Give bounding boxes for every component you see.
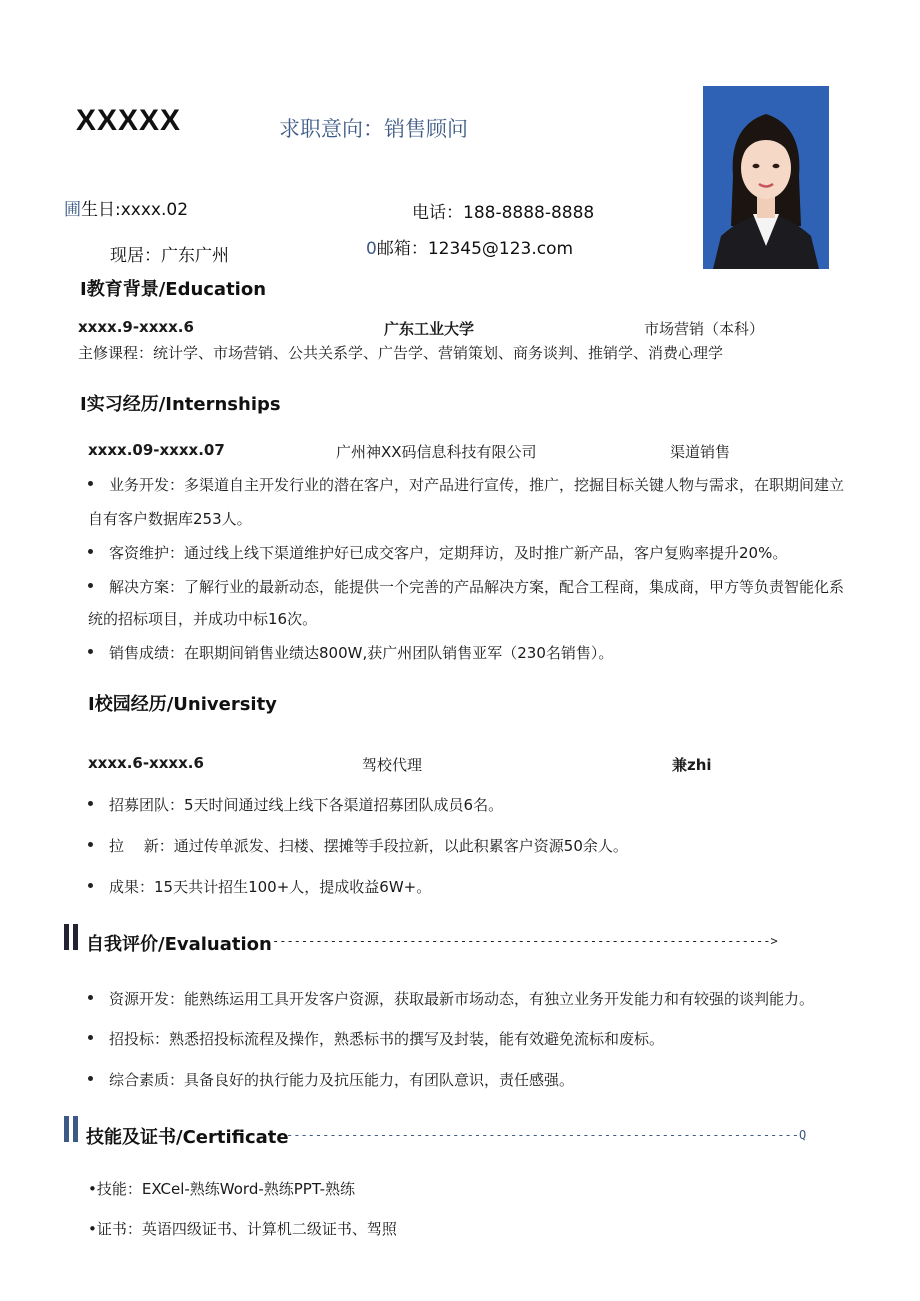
education-period: xxxx.9-xxxx.6 [78,318,194,336]
certificate-line: •证书：英语四级证书、计算机二级证书、驾照 [88,1220,397,1238]
list-item: 销售成绩：在职期间销售业绩达800W,获广州团队销售亚军（230名销售）。 [88,642,613,663]
bullet-icon [88,842,93,847]
education-title: I教育背景/Education [80,279,267,300]
list-item: 招募团队：5天时间通过线上线下各渠道招募团队成员6名。 [88,794,503,815]
list-item: 资源开发：能熟练运用工具开发客户资源，获取最新市场动态，有独立业务开发能力和有较强的谈判能力。 [88,988,814,1009]
candidate-name: XXXXX [76,104,182,137]
list-item-cont: 统的招标项目，并成功中标16次。 [88,610,318,628]
bullet-icon [88,481,93,486]
list-item: 综合素质：具备良好的执行能力及抗压能力，有团队意识，责任感强。 [88,1069,574,1090]
evaluation-title: 自我评价/Evaluation [86,934,272,955]
internship-title: I实习经历/Internships [80,394,281,415]
campus-role: 兼zhi [672,756,712,774]
internship-company: 广州神XX码信息科技有限公司 [336,443,537,461]
email-row [366,234,573,259]
campus-org: 驾校代理 [362,756,423,774]
bullet-icon [88,649,93,654]
list-item: 解决方案：了解行业的最新动态，能提供一个完善的产品解决方案，配合工程商，集成商，甲方等负责智能化系 [88,576,844,597]
birth-row [64,195,188,220]
skills-title: 技能及证书/Certificate [86,1127,289,1148]
section-bars-icon [64,924,82,954]
list-item-cont: 自有客户数据库253人。 [88,510,252,528]
skills-divider: -----------------------------------------------------------------------Q [286,1128,807,1142]
list-item: 客资维护：通过线上线下渠道维护好已成交客户，定期拜访，及时推广新产品，客户复购率提升20%。 [88,542,787,563]
list-item: 拉 新：通过传单派发、扫楼、摆摊等手段拉新，以此积累客户资源50余人。 [88,835,628,856]
evaluation-divider: ---------------------------------------------------------------------> [272,934,778,948]
residence: 现居：广东广州 [110,246,229,266]
email: 邮箱：12345@123.com [376,239,574,259]
bullet-icon [88,883,93,888]
education-school: 广东工业大学 [384,320,475,338]
calendar-icon: 圃 [64,200,81,220]
list-item: 业务开发：多渠道自主开发行业的潜在客户，对产品进行宣传，推广，挖掘目标关键人物与需求，在职期间建立 [88,474,844,495]
bullet-icon [88,1076,93,1081]
job-intent: 求职意向：销售顾问 [279,117,468,141]
campus-period: xxxx.6-xxxx.6 [88,754,204,772]
evaluation-header [64,924,864,954]
mail-icon: 0 [366,239,377,259]
bullet-icon [88,1035,93,1040]
bullet-icon [88,583,93,588]
phone: 电话：188-8888-8888 [412,203,595,223]
skills-header [64,1116,864,1146]
list-item: 成果：15天共计招生100+人，提成收益6W+。 [88,876,431,897]
education-courses: 主修课程：统计学、市场营销、公共关系学、广告学、营销策划、商务谈判、推销学、消费心理学 [78,344,724,362]
list-item: 招投标：熟悉招投标流程及操作，熟悉标书的撰写及封装，能有效避免流标和废标。 [88,1028,664,1049]
birth-date: 生日:xxxx.02 [81,200,189,220]
portrait-image [703,86,829,269]
education-major: 市场营销（本科） [644,320,765,338]
internship-role: 渠道销售 [670,443,731,461]
bullet-icon [88,549,93,554]
bullet-icon [88,801,93,806]
skill-line: •技能：EXCel-熟练Word-熟练PPT-熟练 [88,1180,356,1198]
profile-photo [703,86,829,269]
bullet-icon [88,995,93,1000]
internship-period: xxxx.09-xxxx.07 [88,441,225,459]
section-bars-icon [64,1116,82,1146]
campus-title: I校园经历/University [88,694,277,715]
